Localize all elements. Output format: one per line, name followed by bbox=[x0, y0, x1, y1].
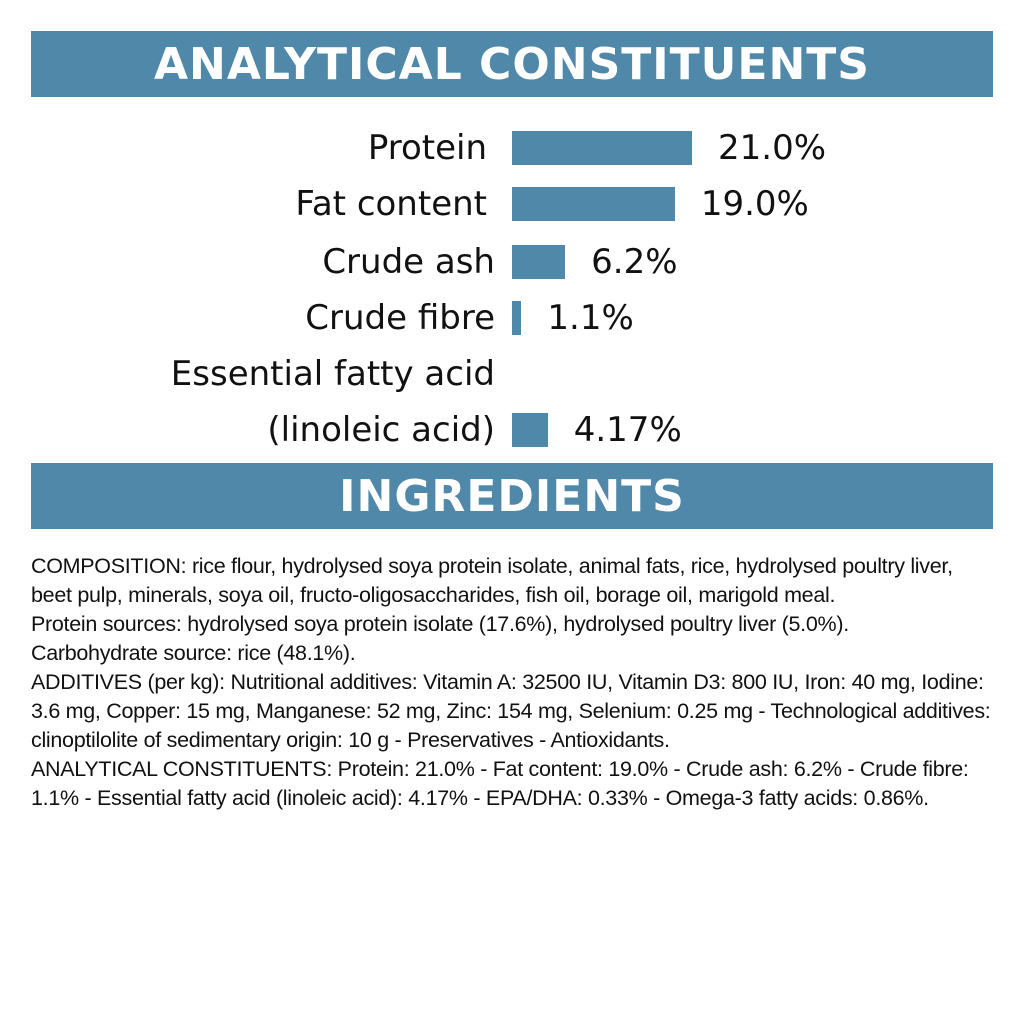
row-label-1-0: Fat content bbox=[295, 184, 487, 224]
row-label-4-0: Essential fatty acid bbox=[170, 354, 495, 394]
value-label-1: 19.0% bbox=[700, 184, 809, 224]
value-label-2: 6.2% bbox=[591, 242, 678, 282]
analytical-constituents-paragraph: ANALYTICAL CONSTITUENTS: Protein: 21.0% - Fat content: 19.0% - Crude ash: 6.2% - Crude fibre: 1.1% - Essential fatty acid (linoleic acid): 4.17% - EPA/DHA: 0.33% - Omega-3 fatty acids: 0.86%. bbox=[31, 757, 969, 810]
bar-0 bbox=[512, 131, 692, 165]
bar-3 bbox=[512, 301, 521, 335]
value-label-3: 1.1% bbox=[547, 298, 634, 338]
analytical-constituents-chart bbox=[0, 100, 1024, 460]
row-label-2-0: Crude ash bbox=[322, 242, 495, 282]
row-label-0-0: Protein bbox=[367, 128, 487, 168]
row-label-3-0: Crude fibre bbox=[305, 298, 495, 338]
protein-sources-paragraph: Protein sources: hydrolysed soya protein isolate (17.6%), hydrolysed poultry liver (5.0%). bbox=[31, 612, 849, 636]
ingredients-header: INGREDIENTS bbox=[31, 463, 993, 529]
carbohydrate-source-paragraph: Carbohydrate source: rice (48.1%). bbox=[31, 641, 356, 665]
row-label-4-1: (linoleic acid) bbox=[267, 410, 495, 450]
value-label-4: 4.17% bbox=[573, 410, 682, 450]
composition-paragraph: COMPOSITION: rice flour, hydrolysed soya protein isolate, animal fats, rice, hydrolysed poultry liver, beet pulp, minerals, soya oil, fructo-oligosaccharides, fish oil, borage oil, marigold meal. bbox=[31, 554, 953, 607]
bar-2 bbox=[512, 245, 565, 279]
bar-1 bbox=[512, 187, 675, 221]
bar-4 bbox=[512, 413, 548, 447]
additives-paragraph: ADDITIVES (per kg): Nutritional additives: Vitamin A: 32500 IU, Vitamin D3: 800 IU, Iron: 40 mg, Iodine: 3.6 mg, Copper: 15 mg, Manganese: 52 mg, Zinc: 154 mg, Selenium: 0.25 mg - Technological additives: clinoptilolite of sedimentary origin: 10 g - Preservatives - Antioxidants. bbox=[31, 670, 991, 752]
analytical-constituents-header: ANALYTICAL CONSTITUENTS bbox=[31, 31, 993, 97]
ingredients-text bbox=[31, 552, 993, 813]
value-label-0: 21.0% bbox=[718, 128, 827, 168]
